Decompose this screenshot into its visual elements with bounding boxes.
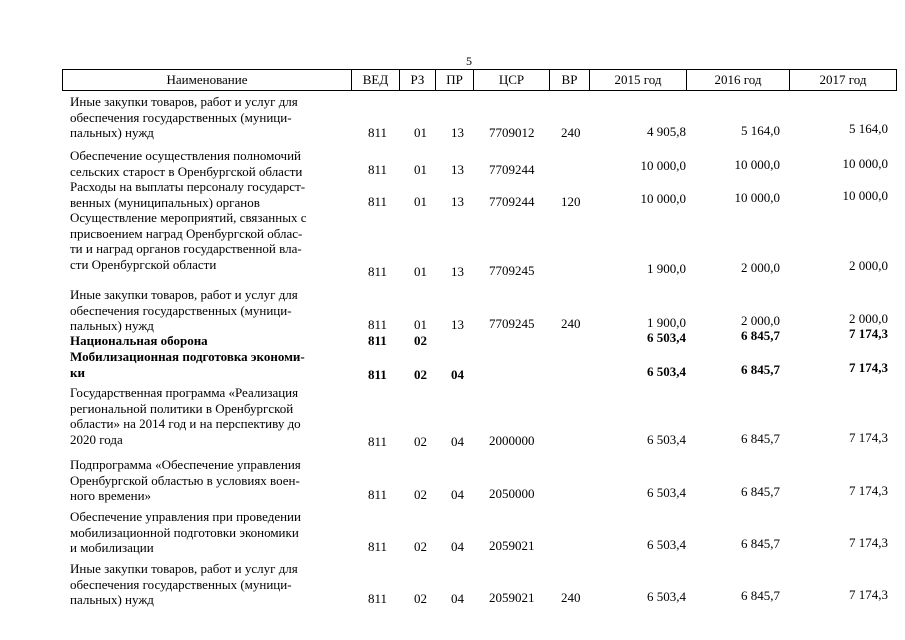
row-pr: 04: [451, 367, 464, 382]
row-2015: 1 900,0: [647, 261, 686, 276]
row-2017: 10 000,0: [842, 188, 888, 203]
row-2015: 6 503,4: [647, 364, 686, 379]
header-rz: РЗ: [399, 70, 435, 90]
row-csr: 2000000: [489, 433, 535, 448]
row-ved: 811: [368, 317, 388, 332]
row-pr: 13: [451, 194, 464, 209]
row-2017: 7 174,3: [849, 430, 888, 445]
row-name: Обеспечение управления при проведении мобилизационной подготовки экономики и мобилизации: [70, 509, 301, 555]
row-vr: 240: [561, 125, 581, 140]
row-2015: 6 503,4: [647, 485, 686, 500]
row-pr: 13: [451, 162, 464, 177]
row-csr: 2050000: [489, 486, 535, 501]
row-ved: 811: [368, 162, 388, 177]
table-header: [62, 69, 897, 91]
row-csr: 7709244: [489, 162, 535, 177]
row-2016: 6 845,7: [741, 484, 780, 499]
row-name: Иные закупки товаров, работ и услуг для обеспечения государственных (муници- пальных) нужд: [70, 287, 298, 333]
row-pr: 13: [451, 317, 464, 332]
row-2016: 6 845,7: [741, 362, 780, 377]
row-csr: 7709245: [489, 316, 535, 331]
row-ved: 811: [368, 125, 388, 140]
row-2017: 10 000,0: [842, 156, 888, 171]
row-2016: 10 000,0: [734, 190, 780, 205]
row-csr: 7709012: [489, 125, 535, 140]
header-vr: ВР: [549, 70, 589, 90]
row-vr: 240: [561, 590, 581, 605]
row-rz: 02: [414, 487, 427, 502]
row-rz: 01: [414, 162, 427, 177]
row-2016: 5 164,0: [741, 123, 780, 138]
row-rz: 02: [414, 539, 427, 554]
row-2017: 2 000,0: [849, 258, 888, 273]
row-ved: 811: [368, 434, 388, 449]
row-2017: 7 174,3: [849, 483, 888, 498]
row-name: Осуществление мероприятий, связанных с присвоением наград Оренбургской облас- ти и наград органов государственной вла- сти Оренбургской области: [70, 210, 307, 272]
row-2017: 7 174,3: [849, 587, 888, 602]
row-ved: 811: [368, 333, 387, 348]
row-rz: 02: [414, 367, 427, 382]
row-rz: 02: [414, 333, 427, 348]
row-csr: 7709244: [489, 194, 535, 209]
row-2017: 2 000,0: [849, 311, 888, 326]
row-rz: 01: [414, 264, 427, 279]
row-2015: 6 503,4: [647, 432, 686, 447]
row-ved: 811: [368, 591, 388, 606]
row-pr: 04: [451, 487, 464, 502]
row-csr: 7709245: [489, 263, 535, 278]
row-rz: 02: [414, 591, 427, 606]
header-name: Наименование: [62, 70, 351, 90]
row-2016: 2 000,0: [741, 313, 780, 328]
header-csr: ЦСР: [473, 70, 549, 90]
row-2015: 6 503,4: [647, 330, 686, 345]
header-2016: 2016 год: [686, 70, 789, 90]
row-2015: 10 000,0: [640, 158, 686, 173]
row-2015: 4 905,8: [647, 124, 686, 139]
row-name: Расходы на выплаты персоналу государст- венных (муниципальных) органов: [70, 179, 306, 210]
row-2016: 6 845,7: [741, 588, 780, 603]
row-rz: 01: [414, 194, 427, 209]
row-csr: 2059021: [489, 538, 535, 553]
row-name: Иные закупки товаров, работ и услуг для обеспечения государственных (муници- пальных) нужд: [70, 561, 298, 607]
row-2016: 6 845,7: [741, 431, 780, 446]
row-name: Иные закупки товаров, работ и услуг для обеспечения государственных (муници- пальных) нужд: [70, 94, 298, 140]
row-2017: 5 164,0: [849, 121, 888, 136]
row-rz: 01: [414, 125, 427, 140]
header-pr: ПР: [435, 70, 473, 90]
row-pr: 13: [451, 125, 464, 140]
row-name: Подпрограмма «Обеспечение управления Оренбургской областью в условиях воен- ного времени»: [70, 457, 301, 503]
row-rz: 02: [414, 434, 427, 449]
row-pr: 13: [451, 264, 464, 279]
row-ved: 811: [368, 194, 388, 209]
row-vr: 120: [561, 194, 581, 209]
row-2015: 1 900,0: [647, 315, 686, 330]
row-ved: 811: [368, 487, 388, 502]
page-number: 5: [466, 54, 472, 68]
header-2017: 2017 год: [789, 70, 897, 90]
row-name: Государственная программа «Реализация региональной политики в Оренбургской области» на 2014 год и на перспективу до 2020 года: [70, 385, 301, 447]
row-pr: 04: [451, 539, 464, 554]
header-ved: ВЕД: [351, 70, 399, 90]
row-ved: 811: [368, 367, 387, 382]
row-2016: 2 000,0: [741, 260, 780, 275]
row-vr: 240: [561, 316, 581, 331]
row-2016: 6 845,7: [741, 328, 780, 343]
row-2015: 6 503,4: [647, 537, 686, 552]
row-2016: 6 845,7: [741, 536, 780, 551]
row-rz: 01: [414, 317, 427, 332]
row-pr: 04: [451, 591, 464, 606]
row-name: Мобилизационная подготовка экономи- ки: [70, 349, 305, 380]
row-2015: 6 503,4: [647, 589, 686, 604]
row-ved: 811: [368, 264, 388, 279]
row-name: Национальная оборона: [70, 333, 208, 348]
row-2017: 7 174,3: [849, 326, 888, 341]
header-2015: 2015 год: [589, 70, 686, 90]
row-2017: 7 174,3: [849, 360, 888, 375]
row-2017: 7 174,3: [849, 535, 888, 550]
row-2015: 10 000,0: [640, 191, 686, 206]
row-csr: 2059021: [489, 590, 535, 605]
row-name: Обеспечение осуществления полномочий сельских старост в Оренбургской области: [70, 148, 303, 179]
row-pr: 04: [451, 434, 464, 449]
row-ved: 811: [368, 539, 388, 554]
row-2016: 10 000,0: [734, 157, 780, 172]
